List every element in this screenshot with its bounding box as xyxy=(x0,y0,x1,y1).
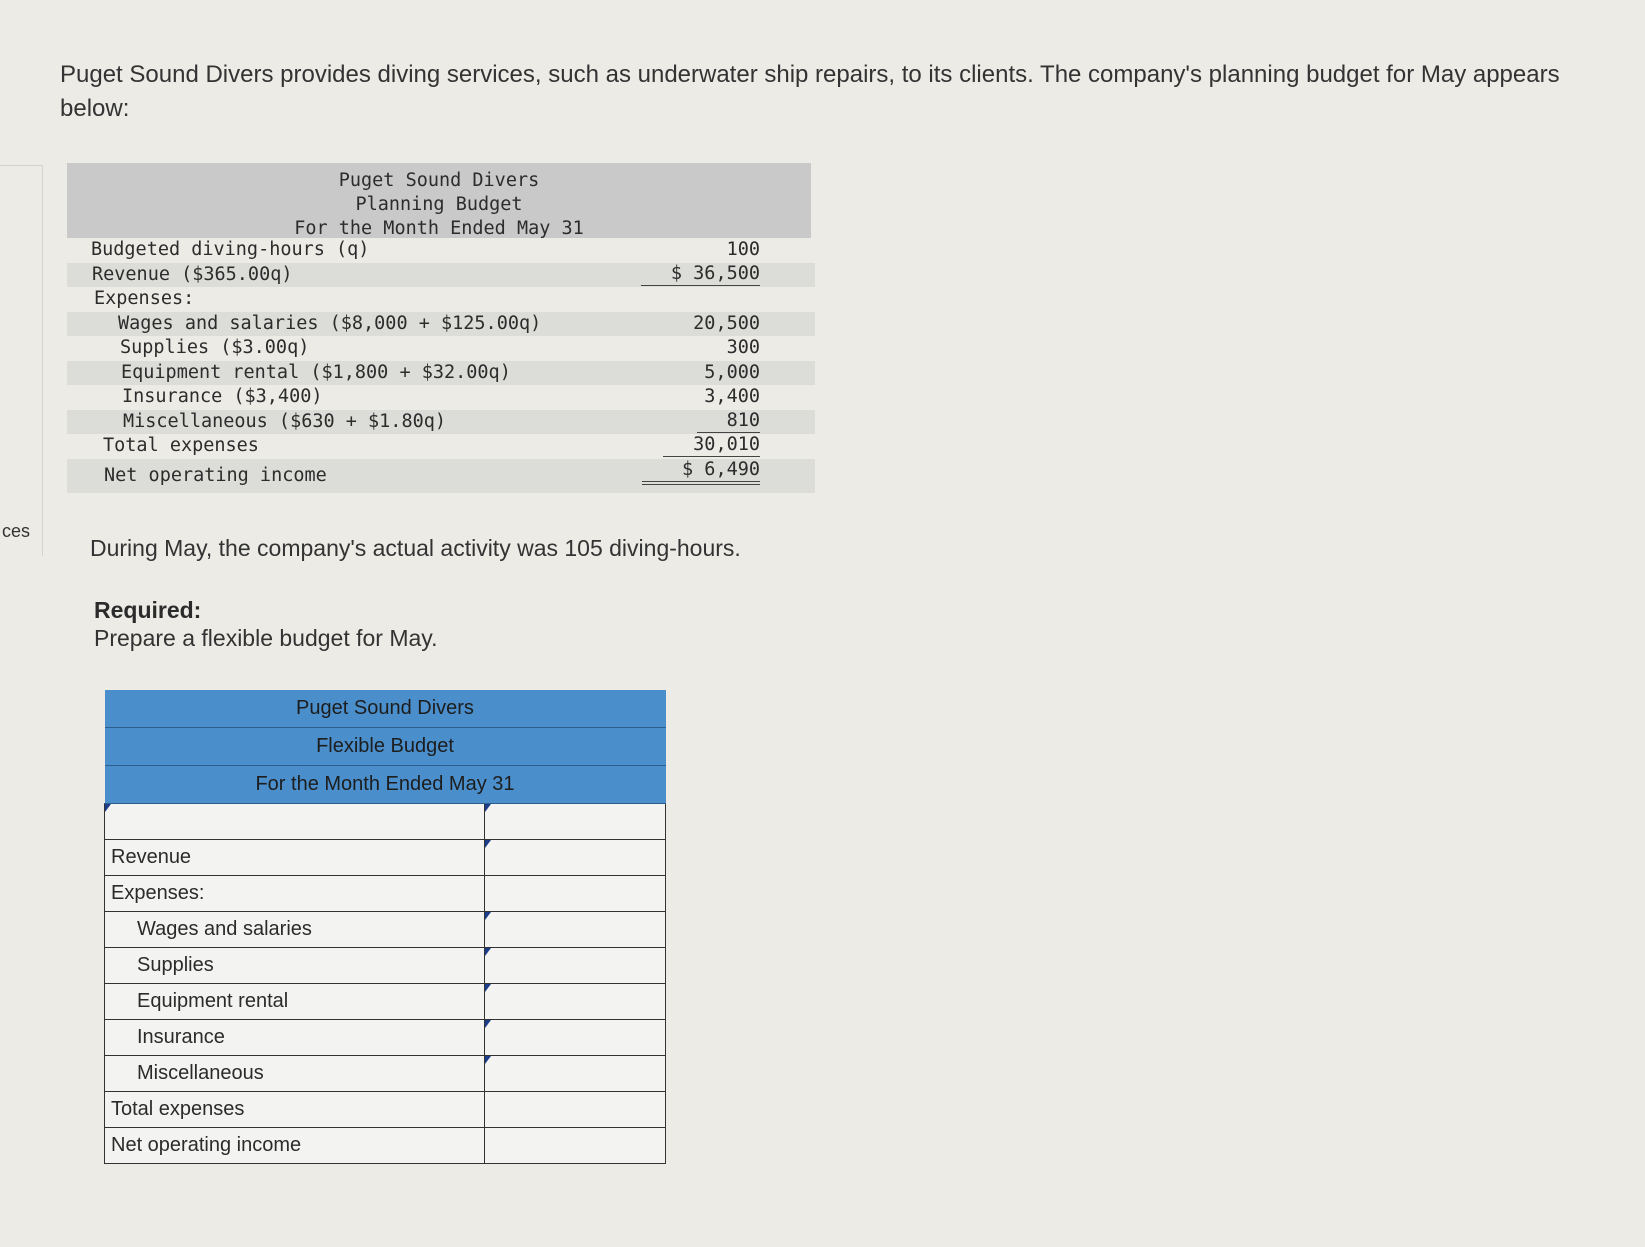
flex-row-misc xyxy=(105,1056,666,1092)
plan-label: Wages and salaries ($8,000 + $125.00q) xyxy=(118,312,542,334)
plan-row-insurance xyxy=(67,385,815,410)
flex-label-wages: Wages and salaries xyxy=(105,912,485,948)
planning-budget-company: Puget Sound Divers xyxy=(338,170,540,191)
plan-row-supplies xyxy=(67,336,815,361)
required-title: Required: xyxy=(94,597,202,623)
plan-label: Revenue ($365.00q) xyxy=(92,263,293,285)
flex-header-title: Flexible Budget xyxy=(105,728,666,766)
flex-header-company: Puget Sound Divers xyxy=(105,690,666,728)
plan-value: $ 36,500 xyxy=(641,263,760,286)
plan-row-wages xyxy=(67,312,815,337)
plan-value: 100 xyxy=(726,239,760,260)
flex-wages-input[interactable] xyxy=(485,912,666,948)
flex-revenue-input[interactable] xyxy=(485,840,666,876)
flex-row-net-income xyxy=(105,1128,666,1164)
flex-label-expenses: Expenses: xyxy=(105,876,485,912)
flex-label-insurance: Insurance xyxy=(105,1020,485,1056)
flex-row-insurance xyxy=(105,1020,666,1056)
left-panel-text-fragment: ces xyxy=(2,521,31,541)
flex-label-net-income: Net operating income xyxy=(105,1128,485,1164)
plan-row-total-expenses xyxy=(67,434,815,459)
flex-label-total-expenses: Total expenses xyxy=(105,1092,485,1128)
plan-value: 3,400 xyxy=(704,386,760,407)
required-text: Prepare a flexible budget for May. xyxy=(94,625,438,651)
flex-row-revenue xyxy=(105,840,666,876)
plan-value: $ 6,490 xyxy=(642,459,760,485)
planning-budget-header xyxy=(67,163,811,238)
plan-label: Equipment rental ($1,800 + $32.00q) xyxy=(121,361,511,383)
problem-intro: Puget Sound Divers provides diving services, such as underwater ship repairs, to its clients. The company's planning budget for May appears below: xyxy=(60,61,1560,122)
planning-budget-table xyxy=(67,163,815,493)
plan-row-expenses xyxy=(67,287,815,312)
plan-row-equipment xyxy=(67,361,815,386)
planning-budget-title: Planning Budget xyxy=(355,194,523,215)
flex-label-revenue: Revenue xyxy=(105,840,485,876)
flex-equipment-input[interactable] xyxy=(485,984,666,1020)
plan-label: Insurance ($3,400) xyxy=(122,386,323,407)
flex-label-equipment: Equipment rental xyxy=(105,984,485,1020)
planning-budget-period: For the Month Ended May 31 xyxy=(294,218,584,239)
plan-value: 300 xyxy=(726,337,760,358)
flex-insurance-input[interactable] xyxy=(485,1020,666,1056)
plan-label: Miscellaneous ($630 + $1.80q) xyxy=(123,410,447,432)
plan-value: 30,010 xyxy=(663,434,760,457)
flex-header-company-row xyxy=(105,690,666,728)
actual-activity-text: During May, the company's actual activity was 105 diving-hours. xyxy=(90,535,741,561)
plan-row-net-income xyxy=(67,459,815,493)
plan-label: Expenses: xyxy=(94,288,195,309)
flex-row-wages xyxy=(105,912,666,948)
flex-header-title-row xyxy=(105,728,666,766)
plan-value: 5,000 xyxy=(704,361,760,383)
plan-label: Net operating income xyxy=(104,464,327,486)
flex-header-period-row xyxy=(105,766,666,804)
flex-expenses-blank-cell xyxy=(485,876,666,912)
flex-row-activity xyxy=(105,804,666,840)
flex-supplies-input[interactable] xyxy=(485,948,666,984)
plan-row-hours xyxy=(67,238,815,263)
flex-activity-label-input[interactable] xyxy=(105,804,485,840)
flexible-budget-table xyxy=(104,690,666,1164)
flex-row-equipment xyxy=(105,984,666,1020)
plan-row-revenue xyxy=(67,263,815,288)
left-panel-edge xyxy=(0,165,43,556)
flex-net-income-input[interactable] xyxy=(485,1128,666,1164)
flex-row-supplies xyxy=(105,948,666,984)
flex-row-expenses xyxy=(105,876,666,912)
plan-row-misc xyxy=(67,410,815,435)
plan-label: Budgeted diving-hours (q) xyxy=(91,239,370,260)
flex-label-misc: Miscellaneous xyxy=(105,1056,485,1092)
plan-label: Supplies ($3.00q) xyxy=(120,337,310,358)
plan-value: 20,500 xyxy=(693,312,760,334)
plan-label: Total expenses xyxy=(103,435,259,456)
flex-activity-value-input[interactable] xyxy=(485,804,666,840)
plan-value: 810 xyxy=(697,410,760,433)
flex-label-supplies: Supplies xyxy=(105,948,485,984)
flex-total-expenses-input[interactable] xyxy=(485,1092,666,1128)
flex-misc-input[interactable] xyxy=(485,1056,666,1092)
flex-header-period: For the Month Ended May 31 xyxy=(105,766,666,804)
flex-row-total-expenses xyxy=(105,1092,666,1128)
